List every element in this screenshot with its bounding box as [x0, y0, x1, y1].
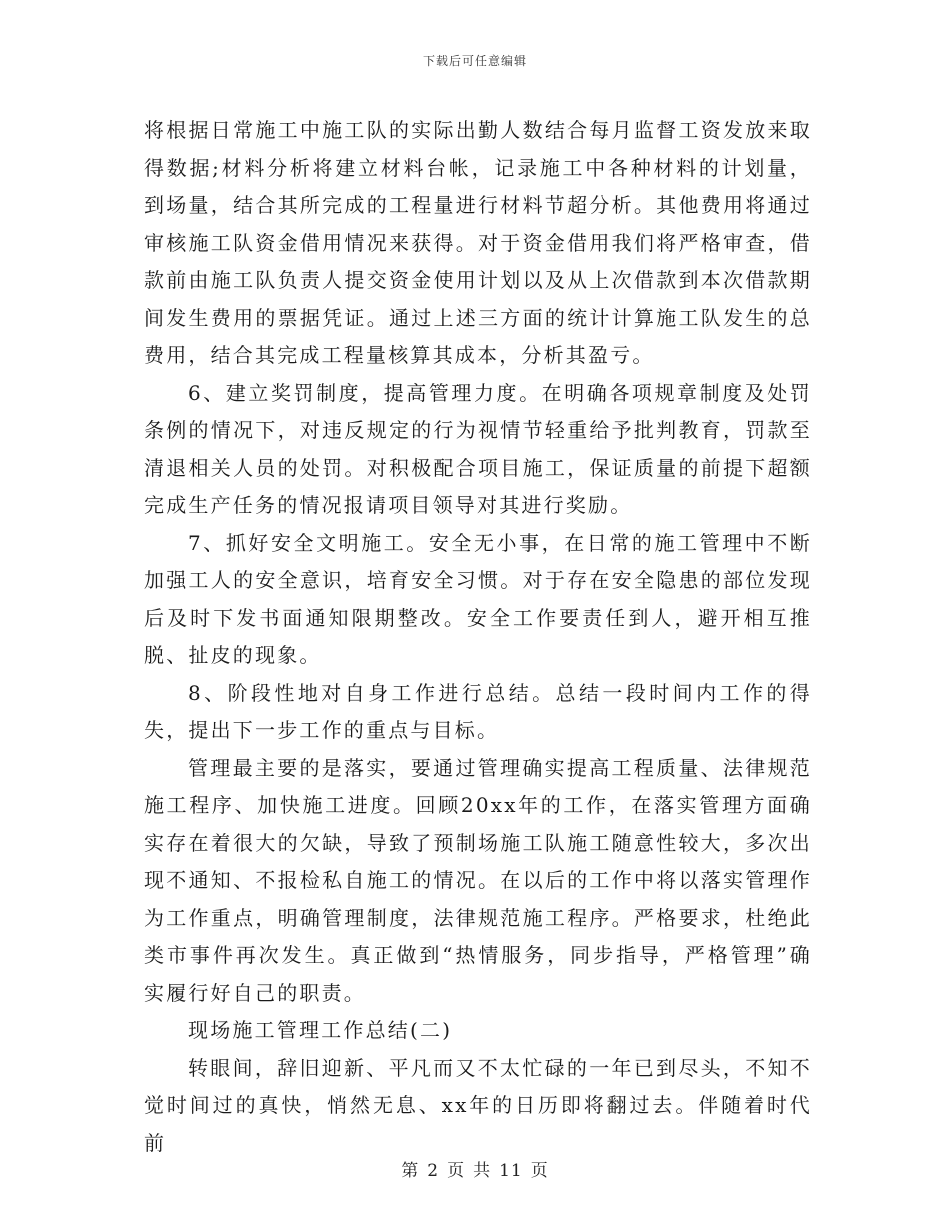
page-footer: [0, 1156, 950, 1181]
footer-label-page: 第: [401, 1161, 420, 1181]
paragraph: 将根据日常施工中施工队的实际出勤人数结合每月监督工资发放来取得数据;材料分析将建立材料台帐，记录施工中各种材料的计划量，到场量，结合其所完成的工程量进行材料节超分析。其他费用将通过审核施工队资金借用情况来获得。对于资金借用我们将严格审查，借款前由施工队负责人提交资金使用计划以及从上次借款到本次借款期间发生费用的票据凭证。通过上述三方面的统计计算施工队发生的总费用，结合其完成工程量核算其成本，分析其盈亏。: [144, 118, 812, 367]
current-page-number: 2: [427, 1161, 440, 1181]
paragraph: 转眼间，辞旧迎新、平凡而又不太忙碌的一年已到尽头，不知不觉时间过的真快，悄然无息、xx年的日历即将翻过去。伴随着时代前: [144, 1055, 812, 1155]
total-page-count: 11: [499, 1161, 523, 1181]
paragraph: 6、建立奖罚制度，提高管理力度。在明确各项规章制度及处罚条例的情况下，对违反规定的行为视情节轻重给予批判教育，罚款至清退相关人员的处罚。对积极配合项目施工，保证质量的前提下超额完成生产任务的情况报请项目领导对其进行奖励。: [144, 380, 812, 517]
footer-label-total: 共: [473, 1161, 492, 1181]
document-body: [144, 112, 812, 1162]
paragraph: 管理最主要的是落实，要通过管理确实提高工程质量、法律规范施工程序、加快施工进度。回顾20xx年的工作，在落实管理方面确实存在着很大的欠缺，导致了预制场施工队施工随意性较大，多次出现不通知、不报检私自施工的情况。在以后的工作中将以落实管理作为工作重点，明确管理制度，法律规范施工程序。严格要求，杜绝此类市事件再次发生。真正做到“热情服务，同步指导，严格管理”确实履行好自己的职责。: [144, 755, 812, 1005]
footer-label-unit: 页: [447, 1161, 466, 1181]
section-heading: 现场施工管理工作总结(二): [188, 1018, 453, 1042]
paragraph: 7、抓好安全文明施工。安全无小事，在日常的施工管理中不断加强工人的安全意识，培育安全习惯。对于存在安全隐患的部位发现后及时下发书面通知限期整改。安全工作要责任到人，避开相互推脱、扯皮的现象。: [144, 530, 812, 667]
paragraph: 8、阶段性地对自身工作进行总结。总结一段时间内工作的得失，提出下一步工作的重点与目标。: [144, 680, 812, 742]
page-header: 下载后可任意编辑: [422, 54, 527, 68]
footer-label-unit-2: 页: [530, 1161, 549, 1181]
